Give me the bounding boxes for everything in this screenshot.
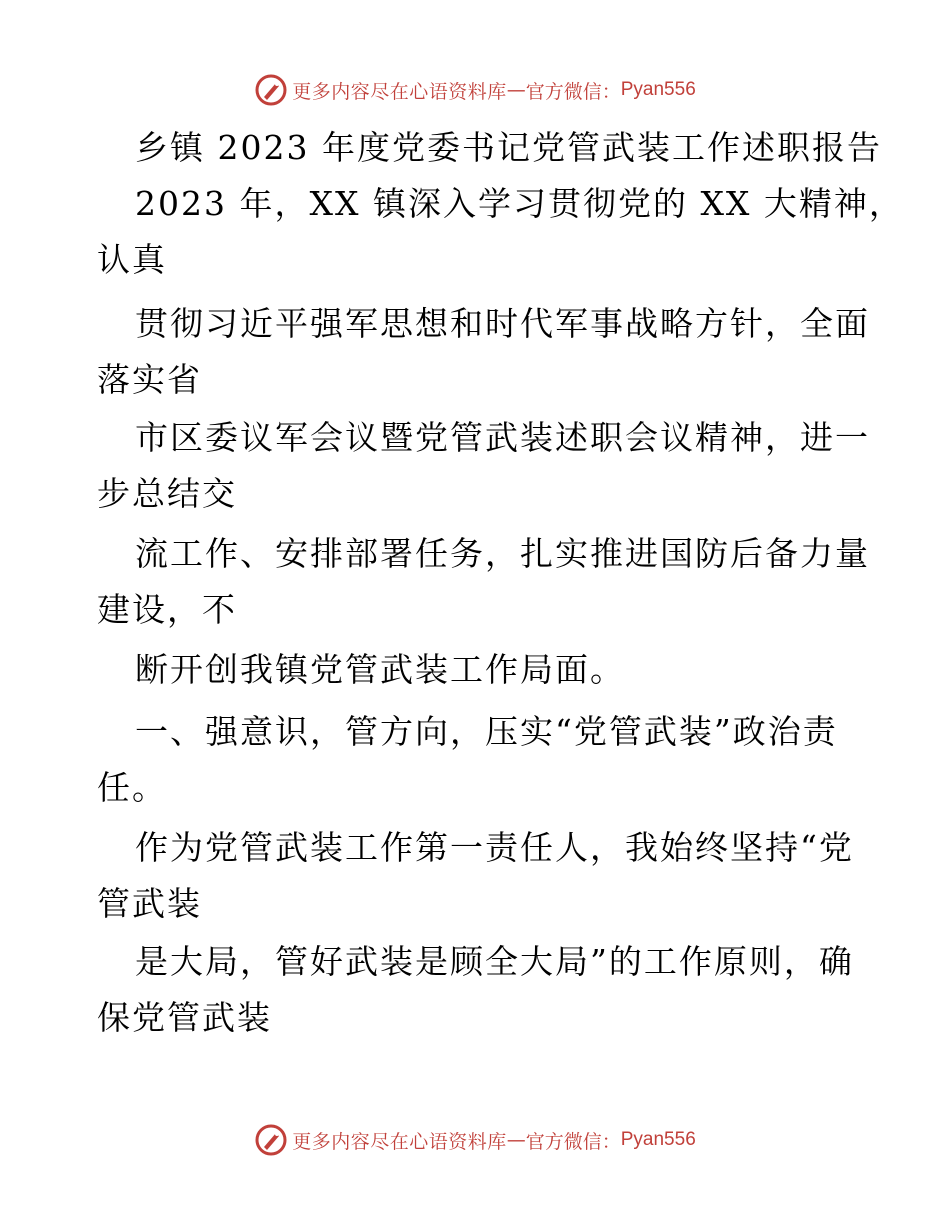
footer-watermark bbox=[0, 1120, 950, 1160]
watermark-dash: — bbox=[506, 1129, 526, 1151]
paragraph-line: 市区委议军会议暨党管武装述职会议精神，进一 bbox=[135, 418, 870, 457]
pen-nib-logo-icon bbox=[254, 73, 288, 107]
watermark-brand: 更多内容尽在心语资料库 bbox=[292, 1130, 507, 1153]
paragraph-line: 建设，不 bbox=[97, 590, 237, 629]
paragraph-line: 是大局，管好武装是顾全大局”的工作原则，确 bbox=[135, 942, 854, 981]
paragraph-line: 2023 年，XX 镇深入学习贯彻党的 XX 大精神， bbox=[135, 184, 904, 223]
doc-title: 乡镇 2023 年度党委书记党管武装工作述职报告 bbox=[135, 128, 882, 167]
paragraph-line: 作为党管武装工作第一责任人，我始终坚持“党 bbox=[135, 828, 854, 867]
paragraph-line: 流工作、安排部署任务，扎实推进国防后备力量 bbox=[135, 534, 870, 573]
section-heading: 一、强意识，管方向，压实“党管武装”政治责 bbox=[135, 712, 838, 751]
paragraph-line: 认真 bbox=[97, 240, 167, 279]
watermark-dash: — bbox=[506, 79, 526, 101]
section-heading: 任。 bbox=[97, 768, 167, 807]
header-watermark bbox=[0, 70, 950, 110]
paragraph-line: 断开创我镇党管武装工作局面。 bbox=[135, 650, 625, 689]
paragraph-line: 落实省 bbox=[97, 360, 202, 399]
watermark-brand: 更多内容尽在心语资料库 bbox=[292, 80, 507, 103]
watermark-id: Pyan556 bbox=[620, 1129, 696, 1150]
watermark-official: 官方微信： bbox=[525, 80, 621, 103]
watermark-official: 官方微信： bbox=[525, 1130, 621, 1153]
watermark-id: Pyan556 bbox=[620, 79, 696, 100]
paragraph-line: 管武装 bbox=[97, 884, 202, 923]
pen-nib-logo-icon bbox=[254, 1123, 288, 1157]
paragraph-line: 贯彻习近平强军思想和时代军事战略方针，全面 bbox=[135, 304, 870, 343]
paragraph-line: 保党管武装 bbox=[97, 998, 272, 1037]
paragraph-line: 步总结交 bbox=[97, 474, 237, 513]
